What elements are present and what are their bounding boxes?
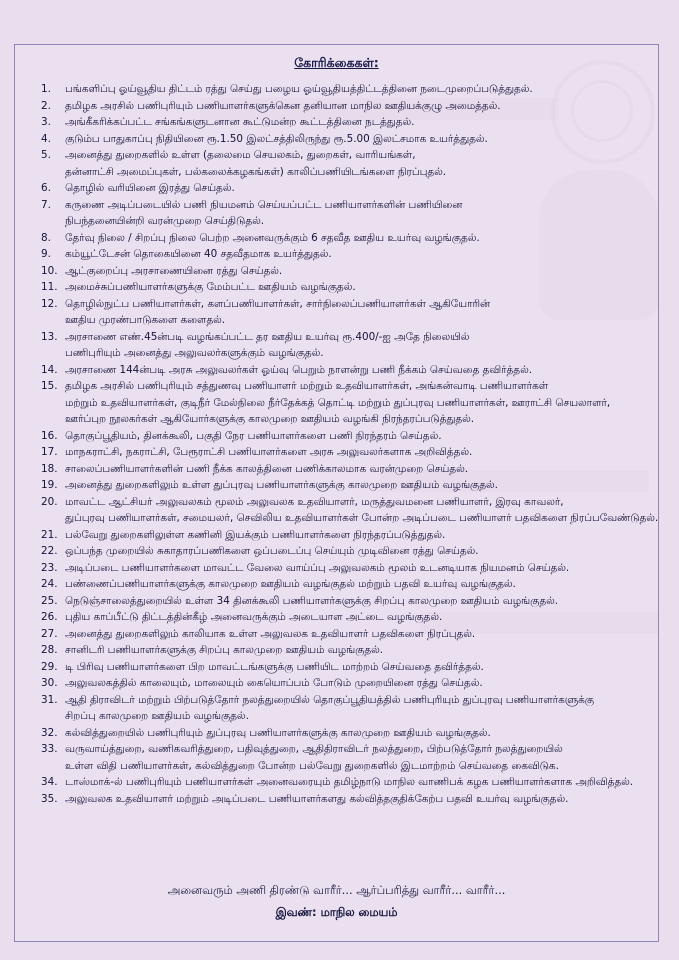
demand-number bbox=[41, 395, 65, 412]
demand-number: 26. bbox=[41, 611, 58, 623]
demand-number bbox=[41, 345, 65, 362]
demand-item bbox=[41, 180, 644, 197]
demand-text: பல்வேறு துறைகளிலுள்ள கணினி இயக்கும் பணியாளர்களை நிரந்தரப்படுத்துதல். bbox=[65, 528, 446, 541]
demand-item bbox=[41, 477, 644, 494]
demand-text: ஊதிய முரண்பாடுகளை களைதல். bbox=[65, 314, 226, 326]
demand-text: டி பிரிவு பணியாளர்களை பிற மாவட்டங்களுக்கு பணியிட மாற்றம் செய்வதை தவிர்த்தல். bbox=[65, 660, 484, 673]
demand-number: 25. bbox=[41, 594, 58, 607]
demand-text: ஆதி திராவிடர் மற்றும் பிற்படுத்தோர் நலத்துறையில் தொகுப்பூதியத்தில் பணிபுரியும் துப்புரவு பணியாளர்களுக்கு bbox=[65, 693, 594, 706]
demand-item bbox=[41, 576, 644, 593]
demand-number: 12. bbox=[41, 297, 58, 310]
demand-number: 8. bbox=[41, 231, 51, 244]
demand-text: ஊர்ப்புற நூலகர்கள் ஆகியோர்களுக்கு காலமுறை ஊதியம் வழங்கி நிரந்தரப்படுத்துதல். bbox=[65, 413, 475, 425]
demand-item bbox=[41, 560, 644, 577]
demand-number: 32. bbox=[41, 726, 58, 739]
demand-number: 31. bbox=[41, 693, 58, 706]
demand-number: 6. bbox=[41, 182, 51, 194]
demand-item bbox=[41, 164, 644, 181]
demand-text: பங்களிப்பு ஓய்வூதிய திட்டம் ரத்து செய்து பழைய ஓய்வூதியத்திட்டத்தினை நடைமுறைப்படுத்துதல். bbox=[65, 83, 533, 95]
demand-number: 1. bbox=[41, 83, 51, 95]
demand-text: கல்வித்துறையில் பணிபுரியும் துப்புரவு பணியாளர்களுக்கு காலமுறை ஊதியம் வழங்குதல். bbox=[65, 726, 491, 739]
demand-number bbox=[41, 312, 65, 329]
demand-item bbox=[41, 131, 644, 148]
demand-text: உள்ள விதி பணியாளர்கள், கல்வித்துறை போன்ற பல்வேறு துறைகளில் இடமாற்றம் செய்வதை கைவிடுக. bbox=[65, 759, 559, 772]
demand-item bbox=[41, 758, 644, 775]
demand-item bbox=[41, 642, 644, 659]
demand-item bbox=[41, 378, 644, 395]
demand-text: தன்னாட்சி அமைப்புகள், பல்கலைக்கழகங்கள்) காலிப்பணியிடங்களை நிரப்புதல். bbox=[65, 165, 447, 178]
demand-number: 2. bbox=[41, 99, 51, 112]
demand-item bbox=[41, 774, 644, 791]
signature: இவண்: மாநில மையம் bbox=[275, 905, 398, 919]
slogan: அனைவரும் அணி திரண்டு வாரீர்... ஆர்ப்பரித்து வாரீர்... வாரீர்... bbox=[167, 883, 506, 897]
demand-item bbox=[41, 362, 644, 379]
demand-item bbox=[41, 609, 644, 626]
demand-text: கம்யூட்டேசன் தொகையினை 40 சதவீதமாக உயர்த்துதல். bbox=[65, 248, 332, 260]
demand-text: சிறப்பு காலமுறை ஊதியம் வழங்குதல். bbox=[65, 710, 249, 722]
demand-item bbox=[41, 312, 644, 329]
demand-text: அனைத்து துறைகளிலும் உள்ள துப்புரவு பணியாளர்களுக்கு காலமுறை ஊதியம் வழங்குதல். bbox=[65, 479, 498, 491]
demand-text: அரசாணை எண்.45ன்படி வழங்கப்பட்ட தர ஊதிய உயர்வு ரூ.400/-ஐ அதே நிலையில் bbox=[65, 330, 470, 343]
demand-number bbox=[41, 164, 65, 181]
demand-text: அடிப்படை பணியாளர்களை மாவட்ட வேலை வாய்ப்பு அலுவலகம் மூலம் உடனடியாக நியமனம் செய்தல். bbox=[65, 561, 570, 574]
demand-text: அமைச்சுப்பணியாளர்களுக்கு மேம்பட்ட ஊதியம் வழங்குதல். bbox=[65, 281, 356, 293]
demand-text: டாஸ்மாக்-ல் பணிபுரியும் பணியாளர்கள் அனைவரையும் தமிழ்நாடு மாநில வாணிபக் கழக பணியாளர்களாக அறிவித்தல். bbox=[65, 776, 634, 788]
demand-item bbox=[41, 791, 644, 808]
demand-number: 9. bbox=[41, 248, 51, 260]
demand-number: 22. bbox=[41, 545, 58, 557]
demand-number: 4. bbox=[41, 132, 51, 145]
demand-number: 29. bbox=[41, 660, 58, 673]
demand-text: வருவாய்த்துறை, வணிகவரித்துறை, பதிவுத்துறை, ஆதிதிராவிடர் நலத்துறை, பிற்படுத்தோர் நலத்துறையில் bbox=[65, 743, 563, 755]
demand-text: தமிழக அரசில் பணிபுரியும் பணியாளர்களுக்கென தனியான மாநில ஊதியக்குழு அமைத்தல். bbox=[65, 99, 501, 112]
demand-number: 15. bbox=[41, 380, 58, 392]
demand-text: துப்புரவு பணியாளர்கள், சமையலர், செவிலிய உதவியாளர்கள் போன்ற அடிப்படை பணியாளர் பதவிகளை நிரப்பவேண்டுதல். bbox=[65, 512, 659, 524]
demand-item bbox=[41, 114, 644, 131]
demand-item bbox=[41, 527, 644, 544]
demand-text: அனைத்து துறைகளில் உள்ள (தலைமை செயலகம், துறைகள், வாரியங்கள், bbox=[65, 149, 416, 161]
demand-item bbox=[41, 692, 644, 709]
demand-item bbox=[41, 395, 644, 412]
demand-text: அங்கீகரிக்கப்பட்ட சங்கங்களுடனான கூட்டுமன்ற கூட்டத்தினை நடத்துதல். bbox=[65, 116, 415, 128]
demand-number: 13. bbox=[41, 330, 58, 343]
demand-text: அனைத்து துறைகளிலும் காலியாக உள்ள அலுவலக உதவியாளர் பதவிகளை நிரப்புதல். bbox=[65, 627, 476, 640]
demand-item bbox=[41, 461, 644, 478]
demand-item bbox=[41, 626, 644, 643]
demand-text: தேர்வு நிலை / சிறப்பு நிலை பெற்ற அனைவருக்கும் 6 சதவீத ஊதிய உயர்வு வழங்குதல். bbox=[65, 231, 480, 244]
demand-number bbox=[41, 758, 65, 775]
demand-text: தமிழக அரசில் பணிபுரியும் சத்துணவு பணியாளர் மற்றும் உதவியாளர்கள், அங்கன்வாடி பணியாளர்கள் bbox=[65, 380, 549, 392]
demand-item bbox=[41, 345, 644, 362]
demand-text: அலுவலகத்தில் காலையும், மாலையும் கையொப்பம் போடும் முறையினை ரத்து செய்தல். bbox=[65, 677, 483, 689]
demand-text: பண்ணைப்பணியாளர்களுக்கு காலமுறை ஊதியம் வழங்குதல் மற்றும் பதவி உயர்வு வழங்குதல். bbox=[65, 578, 516, 590]
demand-item bbox=[41, 147, 644, 164]
demand-text: பணிபுரியும் அனைத்து அலுவலர்களுக்கும் வழங்குதல். bbox=[65, 347, 324, 359]
demand-item bbox=[41, 543, 644, 560]
demand-number: 7. bbox=[41, 198, 51, 211]
demand-text: அலுவலக உதவியாளர் மற்றும் அடிப்படை பணியாளர்களது கல்வித்தகுதிக்கேற்ப பதவி உயர்வு வழங்குதல். bbox=[65, 792, 569, 805]
demand-number: 28. bbox=[41, 644, 58, 656]
demand-text: மாவட்ட ஆட்சியர் அலுவலகம் மூலம் அலுவலக உதவியாளர், மருத்துவமனை பணியாளர், இரவு காவலர், bbox=[65, 495, 564, 508]
demand-text: மாநகராட்சி, நகராட்சி, பேரூராட்சி பணியாளர்களை அரசு அலுவலர்களாக அறிவித்தல். bbox=[65, 446, 473, 458]
demand-number bbox=[41, 510, 65, 527]
demand-text: மற்றும் உதவியாளர்கள், குடிநீர் மேல்நிலை நீர்தேக்கத் தொட்டி மற்றும் துப்புரவு பணியாளர்கள், ஊராட்சி செயலாளர், bbox=[65, 396, 611, 409]
demand-item bbox=[41, 81, 644, 98]
demand-item bbox=[41, 593, 644, 610]
demand-text: கருணை அடிப்படையில் பணி நியமனம் செய்யப்பட்ட பணியாளர்களின் பணியினை bbox=[65, 198, 463, 211]
demand-text: அரசாணை 144ன்படி அரசு அலுவலர்கள் ஓய்வு பெறும் நாளன்று பணி நீக்கம் செய்வதை தவிர்த்தல். bbox=[65, 363, 532, 376]
demand-item bbox=[41, 659, 644, 676]
demand-number: 17. bbox=[41, 446, 58, 458]
demand-number: 30. bbox=[41, 677, 58, 689]
demand-number: 34. bbox=[41, 776, 58, 788]
demand-number: 23. bbox=[41, 561, 58, 574]
demand-item bbox=[41, 296, 644, 313]
demand-item bbox=[41, 230, 644, 247]
demand-item bbox=[41, 213, 644, 230]
demand-number: 19. bbox=[41, 479, 58, 491]
demand-text: புதிய காப்பீட்டு திட்டத்தின்கீழ் அனைவருக்கும் அடையாள அட்டை வழங்குதல். bbox=[65, 611, 443, 623]
demand-item bbox=[41, 428, 644, 445]
demand-number: 35. bbox=[41, 792, 58, 805]
demands-list bbox=[41, 81, 659, 807]
demand-text: ஒப்பந்த முறையில் சுகாதாரப்பணிகளை ஒப்படைப்பு செய்யும் முடிவினை ரத்து செய்தல். bbox=[65, 545, 479, 557]
demand-item bbox=[41, 444, 644, 461]
demand-item bbox=[41, 263, 644, 280]
demands-heading: கோரிக்கைகள்: bbox=[294, 55, 379, 70]
demand-item bbox=[41, 246, 644, 263]
demand-text: ஆட்குறைப்பு அரசாணையினை ரத்து செய்தல். bbox=[65, 264, 283, 277]
demand-item bbox=[41, 494, 644, 511]
demands-box bbox=[14, 44, 659, 942]
demand-number: 24. bbox=[41, 578, 58, 590]
demand-text: நெடுஞ்சாலைத்துறையில் உள்ள 34 தினக்கூலி பணியாளர்களுக்கு சிறப்பு காலமுறை ஊதியம் வழங்குதல். bbox=[65, 594, 559, 607]
demand-number: 3. bbox=[41, 116, 51, 128]
demand-number: 18. bbox=[41, 462, 58, 475]
demand-item bbox=[41, 675, 644, 692]
demand-number: 20. bbox=[41, 495, 58, 508]
demand-item bbox=[41, 510, 659, 527]
demand-text: சாலைப்பணியாளர்களின் பணி நீக்க காலத்தினை பணிக்காலமாக வரன்முறை செய்தல். bbox=[65, 462, 468, 475]
demand-number bbox=[41, 213, 65, 230]
demand-number: 10. bbox=[41, 264, 58, 277]
demand-item bbox=[41, 725, 644, 742]
demand-item bbox=[41, 197, 644, 214]
demand-item bbox=[41, 708, 644, 725]
demand-text: குடும்ப பாதுகாப்பு நிதியினை ரூ.1.50 இலட்சத்திலிருந்து ரூ.5.00 இலட்சமாக உயர்த்துதல். bbox=[65, 132, 488, 145]
demand-item bbox=[41, 279, 644, 296]
demand-text: தொழில் வரியினை இரத்து செய்தல். bbox=[65, 182, 235, 194]
demand-number: 5. bbox=[41, 149, 51, 161]
demand-text: தொழில்நுட்ப பணியாளர்கள், களப்பணியாளர்கள், சார்நிலைப்பணியாளர்கள் ஆகியோரின் bbox=[65, 297, 491, 310]
demand-number: 11. bbox=[41, 281, 58, 293]
demand-number bbox=[41, 708, 65, 725]
demand-number: 27. bbox=[41, 627, 58, 640]
demand-item bbox=[41, 98, 644, 115]
demand-item bbox=[41, 329, 644, 346]
demand-number bbox=[41, 411, 65, 428]
demand-number: 33. bbox=[41, 743, 58, 755]
demand-number: 16. bbox=[41, 429, 58, 442]
demand-number: 14. bbox=[41, 363, 58, 376]
demand-item bbox=[41, 411, 644, 428]
demand-item bbox=[41, 741, 644, 758]
demand-number: 21. bbox=[41, 528, 58, 541]
demand-text: சானிடரி பணியாளர்களுக்கு சிறப்பு காலமுறை ஊதியம் வழங்குதல். bbox=[65, 644, 384, 656]
demand-text: நிபந்தனையின்றி வரன்முறை செய்திடுதல். bbox=[65, 215, 265, 227]
demand-text: தொகுப்பூதியம், தினக்கூலி, பகுதி நேர பணியாளர்களை பணி நிரந்தரம் செய்தல். bbox=[65, 429, 442, 442]
